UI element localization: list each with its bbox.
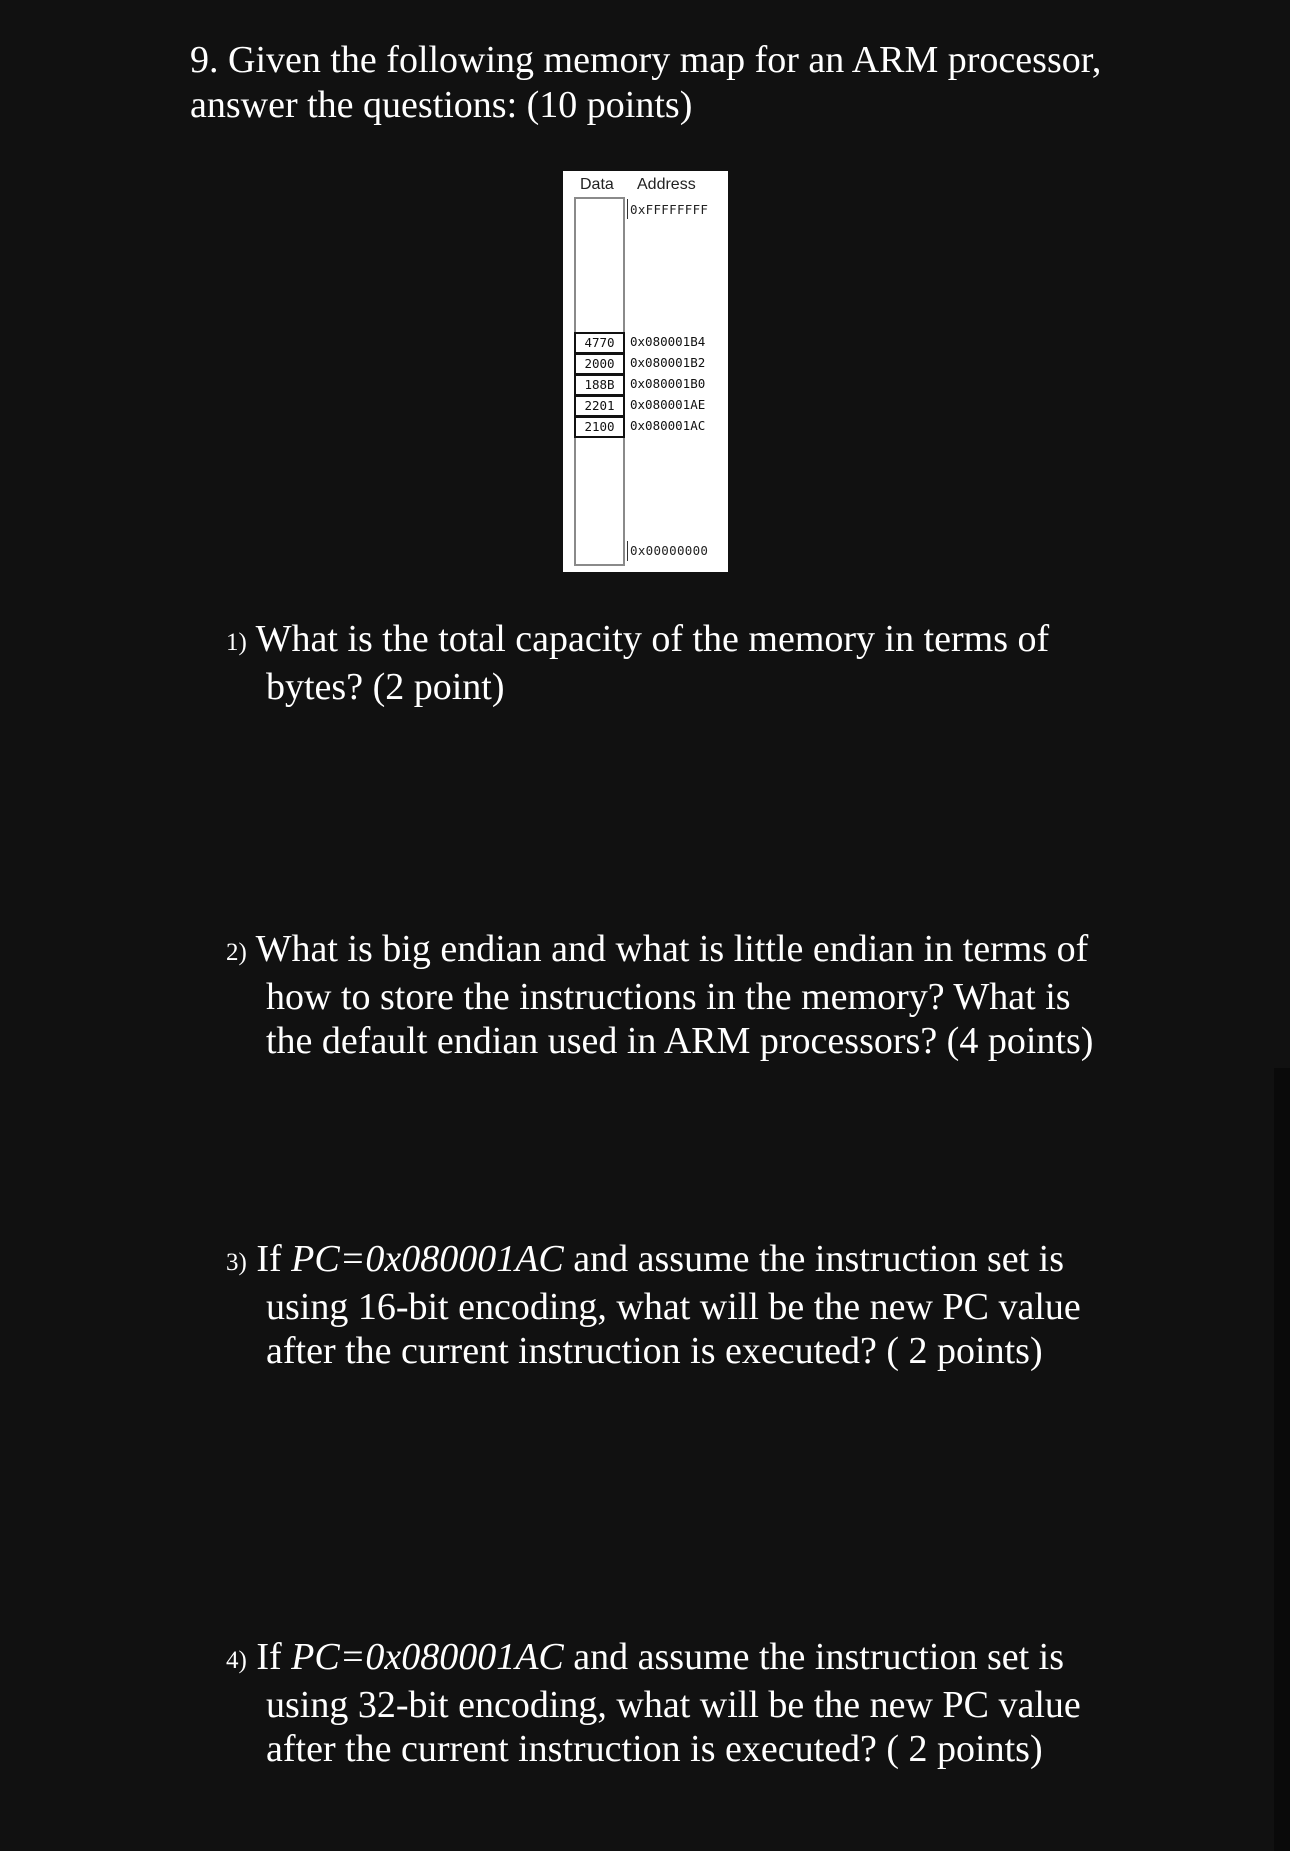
question-text: and assume the instruction set is — [563, 1238, 1065, 1280]
question-text: using 16-bit encoding, what will be the new PC value — [266, 1286, 1081, 1328]
question-text: using 32-bit encoding, what will be the new PC value — [266, 1684, 1081, 1726]
memory-map-header-address: Address — [637, 176, 696, 193]
pc-expression: PC=0x080001AC — [291, 1636, 564, 1678]
question-2 — [226, 927, 1126, 1063]
address-divider-bottom — [627, 541, 628, 561]
memory-cell-data: 2201 — [574, 395, 625, 417]
question-number: 4) — [226, 1647, 247, 1674]
question-number: 1) — [226, 629, 247, 656]
memory-cell-data: 2100 — [574, 416, 625, 438]
memory-cell-address: 0x080001AE — [630, 397, 706, 412]
top-address-label: 0xFFFFFFFF — [630, 202, 709, 217]
question-text: What is big endian and what is little endian in terms of — [255, 928, 1089, 970]
memory-map-figure — [563, 171, 728, 572]
question-3 — [226, 1237, 1126, 1373]
question-1 — [226, 617, 1126, 709]
memory-cell-address: 0x080001AC — [630, 418, 706, 433]
title-line-1: 9. Given the following memory map for an ARM processor, — [190, 39, 1102, 81]
memory-map-header-data: Data — [580, 176, 614, 193]
memory-cell-data: 4770 — [574, 332, 625, 354]
question-text: What is the total capacity of the memory in terms of — [255, 618, 1050, 660]
question-title — [190, 38, 1190, 128]
question-text: after the current instruction is executed? ( 2 points) — [266, 1330, 1043, 1372]
question-text: bytes? (2 point) — [266, 666, 505, 708]
pc-expression: PC=0x080001AC — [291, 1238, 564, 1280]
address-divider-top — [627, 199, 628, 219]
memory-cell-address: 0x080001B0 — [630, 376, 706, 391]
question-text: after the current instruction is executed? ( 2 points) — [266, 1728, 1043, 1770]
memory-cell-data: 2000 — [574, 353, 625, 375]
bottom-address-label: 0x00000000 — [630, 543, 709, 558]
question-text: how to store the instructions in the memory? What is — [266, 976, 1071, 1018]
memory-cell-data: 188B — [574, 374, 625, 396]
question-number: 2) — [226, 939, 247, 966]
title-line-2: answer the questions: (10 points) — [190, 84, 693, 126]
question-text: the default endian used in ARM processors? (4 points) — [266, 1020, 1094, 1062]
question-text: If — [256, 1636, 292, 1678]
scrollbar[interactable] — [1274, 1068, 1290, 1851]
question-4 — [226, 1635, 1126, 1771]
question-text: If — [256, 1238, 292, 1280]
question-number: 3) — [226, 1249, 247, 1276]
question-text: and assume the instruction set is — [563, 1636, 1065, 1678]
memory-cell-address: 0x080001B2 — [630, 355, 706, 370]
memory-cell-address: 0x080001B4 — [630, 334, 706, 349]
